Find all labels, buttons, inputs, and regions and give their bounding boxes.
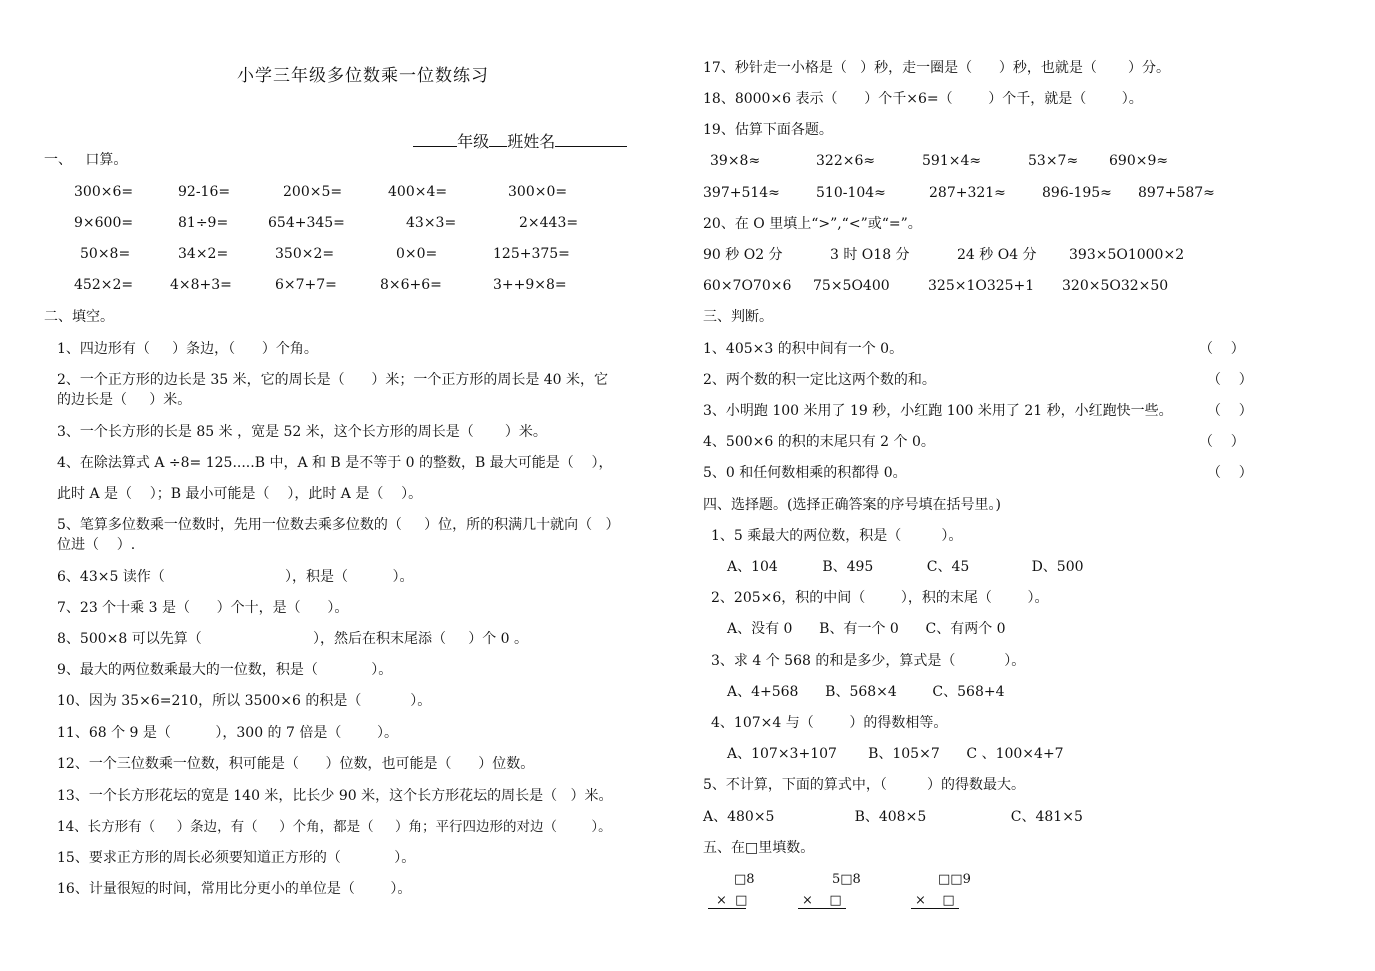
fill-question: 19、估算下面各题。 — [703, 122, 833, 138]
mental-calc: 200×5= — [283, 184, 343, 200]
mental-calc: 300×0= — [508, 184, 568, 200]
judge-mark[interactable]: （ ） — [1207, 372, 1253, 388]
fill-question: 10、因为 35×6=210，所以 3500×6 的积是（ ）。 — [57, 693, 432, 709]
section-3-heading: 三、判断。 — [703, 309, 773, 325]
choice-question: 5、不计算，下面的算式中，（ ）的得数最大。 — [703, 777, 1025, 793]
name-header — [403, 110, 627, 152]
compare-item: 90 秒 O2 分 — [703, 247, 783, 263]
fill-question: 位进（ ）. — [57, 537, 136, 553]
mental-calc: 92-16= — [178, 184, 231, 200]
fill-question: 3、一个长方形的长是 85 米 ，宽是 52 米，这个长方形的周长是（ ）米。 — [57, 424, 547, 440]
fill-question: 7、23 个十乘 3 是（ ）个十，是（ ）。 — [57, 600, 349, 616]
multiplication-top: □8 — [734, 872, 755, 887]
estimate-item: 322×6≈ — [816, 153, 876, 169]
choice-question: 1、5 乘最大的两位数，积是（ ）。 — [711, 528, 963, 544]
estimate-item: 897+587≈ — [1138, 185, 1215, 201]
mental-calc: 300×6= — [74, 184, 134, 200]
multiplication-top: □□9 — [938, 872, 971, 887]
compare-item: 75×5O400 — [813, 278, 890, 294]
section-2-heading: 二、填空。 — [44, 309, 114, 325]
page-title: 小学三年级多位数乘一位数练习 — [237, 66, 489, 86]
multiplication-bottom: × □ — [915, 893, 955, 908]
mental-calc: 654+345= — [268, 215, 345, 231]
multiplication-rule — [798, 908, 846, 909]
grade-blank[interactable] — [413, 130, 457, 147]
mental-calc: 125+375= — [493, 246, 570, 262]
mental-calc: 6×7+7= — [275, 277, 337, 293]
estimate-item: 39×8≈ — [710, 153, 761, 169]
fill-question: 此时 A 是（ ）；B 最小可能是（ ），此时 A 是（ ）。 — [57, 486, 423, 502]
mental-calc: 452×2= — [74, 277, 134, 293]
compare-item: 325×1O325+1 — [928, 278, 1035, 294]
fill-question: 4、在除法算式 A ÷8= 125.....B 中，A 和 B 是不等于 0 的整数，B 最大可能是（ ）， — [57, 455, 613, 471]
compare-item: 60×7O70×6 — [703, 278, 792, 294]
judge-item: 3、小明跑 100 米用了 19 秒，小红跑 100 米用了 21 秒，小红跑快一些。 — [703, 403, 1173, 419]
fill-question: 13、一个长方形花坛的宽是 140 米，比长少 90 米，这个长方形花坛的周长是（ ）米。 — [57, 788, 613, 804]
mental-calc: 43×3= — [406, 215, 457, 231]
fill-question: 9、最大的两位数乘最大的一位数，积是（ ）。 — [57, 662, 393, 678]
multiplication-bottom: × □ — [802, 893, 842, 908]
choice-options: A、480×5 B、408×5 C、481×5 — [703, 809, 1083, 825]
mental-calc: 9×600= — [74, 215, 134, 231]
mental-calc: 4×8+3= — [170, 277, 232, 293]
choice-options: A、107×3+107 B、105×7 C 、100×4+7 — [727, 746, 1064, 762]
compare-item: 24 秒 O4 分 — [957, 247, 1037, 263]
class-name-label: 班姓名 — [507, 132, 556, 151]
judge-mark[interactable]: （ ） — [1199, 341, 1245, 357]
fill-question: 11、68 个 9 是（ ），300 的 7 倍是（ ）。 — [57, 725, 398, 741]
choice-options: A、没有 0 B、有一个 0 C、有两个 0 — [727, 621, 1006, 637]
compare-item: 393×5O1000×2 — [1069, 247, 1185, 263]
mental-calc: 81÷9= — [178, 215, 229, 231]
name-blank[interactable] — [555, 130, 627, 147]
fill-question: 16、计量很短的时间，常用比分更小的单位是（ ）。 — [57, 881, 412, 897]
fill-question: 14、长方形有（ ）条边，有（ ）个角，都是（ ）角；平行四边形的对边（ ）。 — [57, 819, 612, 835]
fill-question: 18、8000×6 表示（ ）个千×6=（ ）个千，就是（ ）。 — [703, 91, 1143, 107]
estimate-item: 591×4≈ — [922, 153, 982, 169]
section-4-heading: 四、选择题。(选择正确答案的序号填在括号里。) — [703, 497, 1001, 513]
mental-calc: 350×2= — [275, 246, 335, 262]
choice-question: 2、205×6，积的中间（ ），积的末尾（ ）。 — [711, 590, 1049, 606]
grade-label: 年级 — [457, 132, 490, 151]
estimate-item: 397+514≈ — [703, 185, 780, 201]
choice-question: 3、求 4 个 568 的和是多少，算式是（ ）。 — [711, 653, 1026, 669]
judge-item: 4、500×6 的积的末尾只有 2 个 0。 — [703, 434, 935, 450]
section-5-heading: 五、在□里填数。 — [703, 840, 815, 856]
fill-question: 1、四边形有（ ）条边，（ ）个角。 — [57, 341, 318, 357]
estimate-item: 896-195≈ — [1042, 185, 1112, 201]
mental-calc: 400×4= — [388, 184, 448, 200]
judge-item: 1、405×3 的积中间有一个 0。 — [703, 341, 904, 357]
multiplication-bottom: × □ — [716, 893, 748, 908]
compare-instructions: 20、在 O 里填上“>”,“<”或“=”。 — [703, 216, 922, 232]
estimate-item: 53×7≈ — [1028, 153, 1079, 169]
judge-mark[interactable]: （ ） — [1207, 403, 1253, 419]
mental-calc: 0×0= — [396, 246, 438, 262]
judge-item: 5、0 和任何数相乘的积都得 0。 — [703, 465, 907, 481]
compare-item: 320×5O32×50 — [1062, 278, 1169, 294]
mental-calc: 2×443= — [519, 215, 579, 231]
class-blank[interactable] — [489, 130, 507, 147]
judge-item: 2、两个数的积一定比这两个数的和。 — [703, 372, 936, 388]
fill-question: 15、要求正方形的周长必须要知道正方形的（ ）。 — [57, 850, 416, 866]
mental-calc: 50×8= — [80, 246, 131, 262]
fill-question: 17、秒针走一小格是（ ）秒，走一圈是（ ）秒，也就是（ ）分。 — [703, 60, 1171, 76]
judge-mark[interactable]: （ ） — [1199, 434, 1245, 450]
mental-calc: 8×6+6= — [380, 277, 442, 293]
multiplication-top: 5□8 — [832, 872, 861, 887]
compare-item: 3 时 O18 分 — [830, 247, 910, 263]
fill-question: 6、43×5 读作（ ），积是（ ）。 — [57, 569, 414, 585]
estimate-item: 287+321≈ — [929, 185, 1006, 201]
multiplication-rule — [911, 908, 959, 909]
section-1-heading: 一、 口算。 — [44, 152, 128, 168]
mental-calc: 3++9×8= — [493, 277, 567, 293]
estimate-item: 690×9≈ — [1109, 153, 1169, 169]
choice-options: A、4+568 B、568×4 C、568+4 — [727, 684, 1005, 700]
multiplication-rule — [708, 908, 746, 909]
fill-question: 12、一个三位数乘一位数，积可能是（ ）位数，也可能是（ ）位数。 — [57, 756, 535, 772]
judge-mark[interactable]: （ ） — [1207, 465, 1253, 481]
choice-options: A、104 B、495 C、45 D、500 — [727, 559, 1084, 575]
estimate-item: 510-104≈ — [816, 185, 886, 201]
choice-question: 4、107×4 与（ ）的得数相等。 — [711, 715, 948, 731]
fill-question: 2、一个正方形的边长是 35 米，它的周长是（ ）米；一个正方形的周长是 40 米，它 — [57, 372, 609, 388]
fill-question: 的边长是（ ）米。 — [57, 392, 192, 408]
mental-calc: 34×2= — [178, 246, 229, 262]
fill-question: 5、笔算多位数乘一位数时，先用一位数去乘多位数的（ ）位，所的积满几十就向（ ） — [57, 517, 620, 533]
fill-question: 8、500×8 可以先算（ ），然后在积末尾添（ ）个 0 。 — [57, 631, 529, 647]
